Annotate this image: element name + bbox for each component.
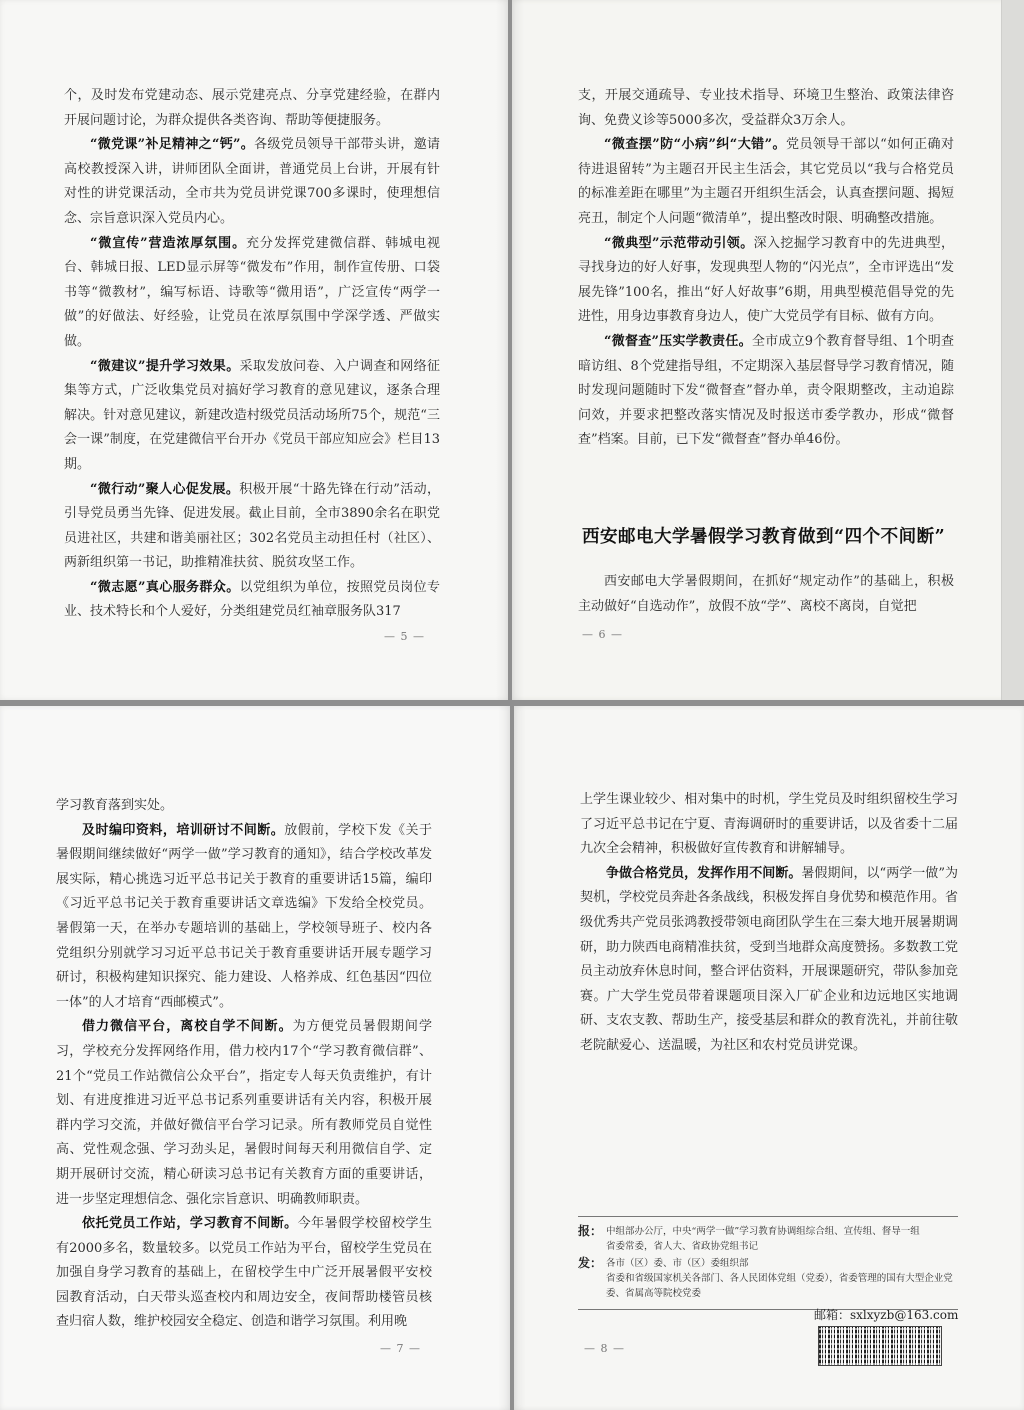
page-shadow [514, 706, 526, 1410]
page-shadow [512, 0, 524, 700]
paragraph-heading: “微建议”提升学习效果。 [90, 358, 240, 374]
paragraph: 上学生课业较少、相对集中的时机，学生党员及时组织留校生学习了习近平总书记在宁夏、青海调研时的重要讲话，以及省委十二届九次全会精神，积极做好宣传教育和讲解辅导。 [580, 792, 958, 857]
paragraph-heading: “微志愿”真心服务群众。 [90, 579, 240, 595]
paragraph: “微典型”示范带动引领。深入挖掘学习教育中的先进典型，寻找身边的好人好事，发现典型人物的“闪光点”，全市评选出“发展先锋”100名，推出“好人好故事”6期，用典型模范倡导党的先进性，用身边事教育身边人，使广大党员学有目标、做有方向。 [578, 235, 954, 325]
report-to-row [578, 1224, 958, 1254]
send-to-row [578, 1256, 958, 1301]
paragraph: “微行动”聚人心促发展。积极开展“十路先锋在行动”活动，引导党员勇当先锋、促进发展。截止目前，全市3890余名在职党员进社区，共建和谐美丽社区；302名党员主动担任村（社区）、两新组织第一书记，助推精准扶贫、脱贫攻坚工作。 [64, 481, 440, 571]
paragraph: “微督查”压实学教责任。全市成立9个教育督导组、1个明查暗访组、8个党建指导组，不定期深入基层督导学习教育情况，随时发现问题随时下发“微督查”督办单，责令限期整改，主动追踪问效，并要求把整改落实情况及时报送市委学教办，形成“微督查”档案。目前，已下发“微督查”督办单46份。 [578, 333, 954, 448]
email-address: 邮箱：sxlxyzb@163.com [814, 1308, 959, 1322]
send-label: 发： [578, 1256, 603, 1270]
page-6 [512, 0, 1024, 700]
paragraph: 争做合格党员，发挥作用不间断。暑假期间，以“两学一做”为契机，学校党员奔赴各条战线，积极发挥自身优势和模范作用。省级优秀共产党员张鸿教授带领电商团队学生在三秦大地开展暑期调研，助力陕西电商精准扶贫，受到当地群众高度赞扬。多数教工党员主动放弃休息时间，整合评估资料，开展课题研究，带队参加竞赛。广大学生党员带着课题项目深入厂矿企业和边远地区实地调研、支农支教、帮助生产，接受基层和群众的教育洗礼，并前往敬老院献爱心、送温暖，为社区和农村党员讲党课。 [580, 865, 958, 1053]
article-intro [578, 570, 954, 619]
page-number: — 8 — [584, 1342, 625, 1355]
page-8-body [580, 788, 958, 1059]
paragraph: “微宣传”营造浓厚氛围。充分发挥党建微信群、韩城电视台、韩城日报、LED显示屏等“微发布”作用，制作宣传册、口袋书等“微教材”，编写标语、诗歌等“微用语”，广泛宣传“两学一做”的好做法、好经验，让党员在浓厚氛围中学深学透、严做实做。 [64, 235, 440, 349]
page-shadow [498, 706, 510, 1410]
paragraph-heading: “微督查”压实学教责任。 [604, 333, 752, 349]
paragraph: “微建议”提升学习效果。采取发放问卷、入户调查和网络征集等方式，广泛收集党员对搞好学习教育的意见建议，逐条合理解决。针对意见建议，新建改造村级党员活动场所75个，规范“三会一课”制度，在党建微信平台开办《党员干部应知应会》栏目13期。 [64, 358, 440, 472]
paragraph-heading: “微典型”示范带动引领。 [604, 235, 754, 251]
paragraph: “微党课”补足精神之“钙”。各级党员领导干部带头讲，邀请高校教授深入讲，讲师团队全面讲，普通党员上台讲，开展有针对性的讲党课活动，全市共为党员讲党课700多课时，使理想信念、宗旨意识深入党员内心。 [64, 137, 440, 226]
send-line: 省委和省级国家机关各部门、各人民团体党组（党委），省委管理的国有大型企业党委、省属高等院校党委 [606, 1273, 953, 1299]
paragraph-heading: “微行动”聚人心促发展。 [90, 481, 240, 497]
paragraph: 学习教育落到实处。 [56, 798, 174, 813]
paragraph-heading: “微宣传”营造浓厚氛围。 [90, 235, 247, 251]
page-shadow [496, 0, 508, 700]
page-number: — 7 — [380, 1342, 421, 1355]
page-number: — 6 — [582, 628, 623, 641]
paragraph-heading: 借力微信平台，离校自学不间断。 [82, 1019, 293, 1035]
paragraph: 依托党员工作站，学习教育不间断。今年暑假学校留校学生有2000多名，数量较多。以党员工作站为平台，留校学生党员在加强自身学习教育的基础上，在留校学生中广泛开展暑假平安校园教育活动，白天带头巡查校内和周边安全，夜间帮助楼管员核查归宿人数，维护校园安全稳定、创造和谐学习氛围。利用晚 [56, 1216, 432, 1330]
paragraph: 支，开展交通疏导、专业技术指导、环境卫生整治、政策法律咨询、免费义诊等5000多次，受益群众3万余人。 [578, 88, 954, 128]
page-5 [0, 0, 508, 700]
report-line: 省委常委，省人大、省政协党组书记 [606, 1241, 759, 1252]
report-line: 中组部办公厅，中央“两学一做”学习教育协调组综合组、宣传组、督导一组 [606, 1226, 920, 1237]
report-label: 报： [578, 1224, 603, 1238]
page-6-body [578, 84, 954, 453]
paragraph-heading: 争做合格党员，发挥作用不间断。 [606, 865, 802, 881]
paragraph: 西安邮电大学暑假期间，在抓好“规定动作”的基础上，积极主动做好“自选动作”，放假不放“学”、离校不离岗，自觉把 [578, 574, 954, 614]
paragraph-heading: “微党课”补足精神之“钙”。 [90, 137, 255, 153]
page-edge-strip [1001, 0, 1024, 700]
article-heading: 西安邮电大学暑假学习教育做到“四个不间断” [582, 527, 946, 547]
paragraph-heading: 及时编印资料，培训研讨不间断。 [82, 822, 285, 838]
paragraph: “微志愿”真心服务群众。以党组织为单位，按照党员岗位专业、技术特长和个人爱好，分类组建党员红袖章服务队317 [64, 579, 440, 620]
barcode-icon [818, 1326, 942, 1366]
send-line: 各市（区）委、市（区）委组织部 [606, 1258, 749, 1269]
paragraph: “微查摆”防“小病”纠“大错”。党员领导干部以“如何正确对待进退留转”为主题召开民主生活会，其它党员以“我与合格党员的标准差距在哪里”为主题召开组织生活会，认真查摆问题、揭短亮丑，制定个人问题“微清单”，提出整改时限、明确整改措施。 [578, 137, 954, 226]
paragraph-heading: 依托党员工作站，学习教育不间断。 [82, 1216, 298, 1232]
paragraph-heading: “微查摆”防“小病”纠“大错”。 [604, 137, 786, 153]
page-7 [0, 706, 510, 1410]
page-8 [514, 706, 1024, 1410]
page-5-body [64, 84, 440, 625]
page-7-body [56, 794, 432, 1335]
distribution-list [578, 1216, 958, 1310]
paragraph: 及时编印资料，培训研讨不间断。放假前，学校下发《关于暑假期间继续做好“两学一做”学习教育的通知》，结合学校改革发展实际，精心挑选习近平总书记关于教育的重要讲话15篇，编印《习近平总书记关于教育重要讲话文章选编》下发给全校党员。暑假第一天，在举办专题培训的基础上，学校领导班子、校内各党组织分别就学习习近平总书记关于教育重要讲话开展专题学习研讨，积极构建知识探究、能力建设、人格养成、红色基因“四位一体”的人才培育“西邮模式”。 [56, 822, 432, 1010]
page-number: — 5 — [384, 630, 425, 643]
paragraph: 个，及时发布党建动态、展示党建亮点、分享党建经验，在群内开展问题讨论，为群众提供各类咨询、帮助等便捷服务。 [64, 88, 440, 128]
paragraph: 借力微信平台，离校自学不间断。为方便党员暑假期间学习，学校充分发挥网络作用，借力校内17个“学习教育微信群”、21个“党员工作站微信公众平台”，指定专人每天负责维护，有计划、有进度推进习近平总书记系列重要讲话有关内容，积极开展群内学习交流，并做好微信平台学习记录。所有教师党员自觉性高、党性观念强、学习劲头足，暑假时间每天利用微信自学、定期开展研讨交流，精心研读习总书记有关教育方面的重要讲话，进一步坚定理想信念、强化宗旨意识、明确教师职责。 [56, 1019, 432, 1207]
